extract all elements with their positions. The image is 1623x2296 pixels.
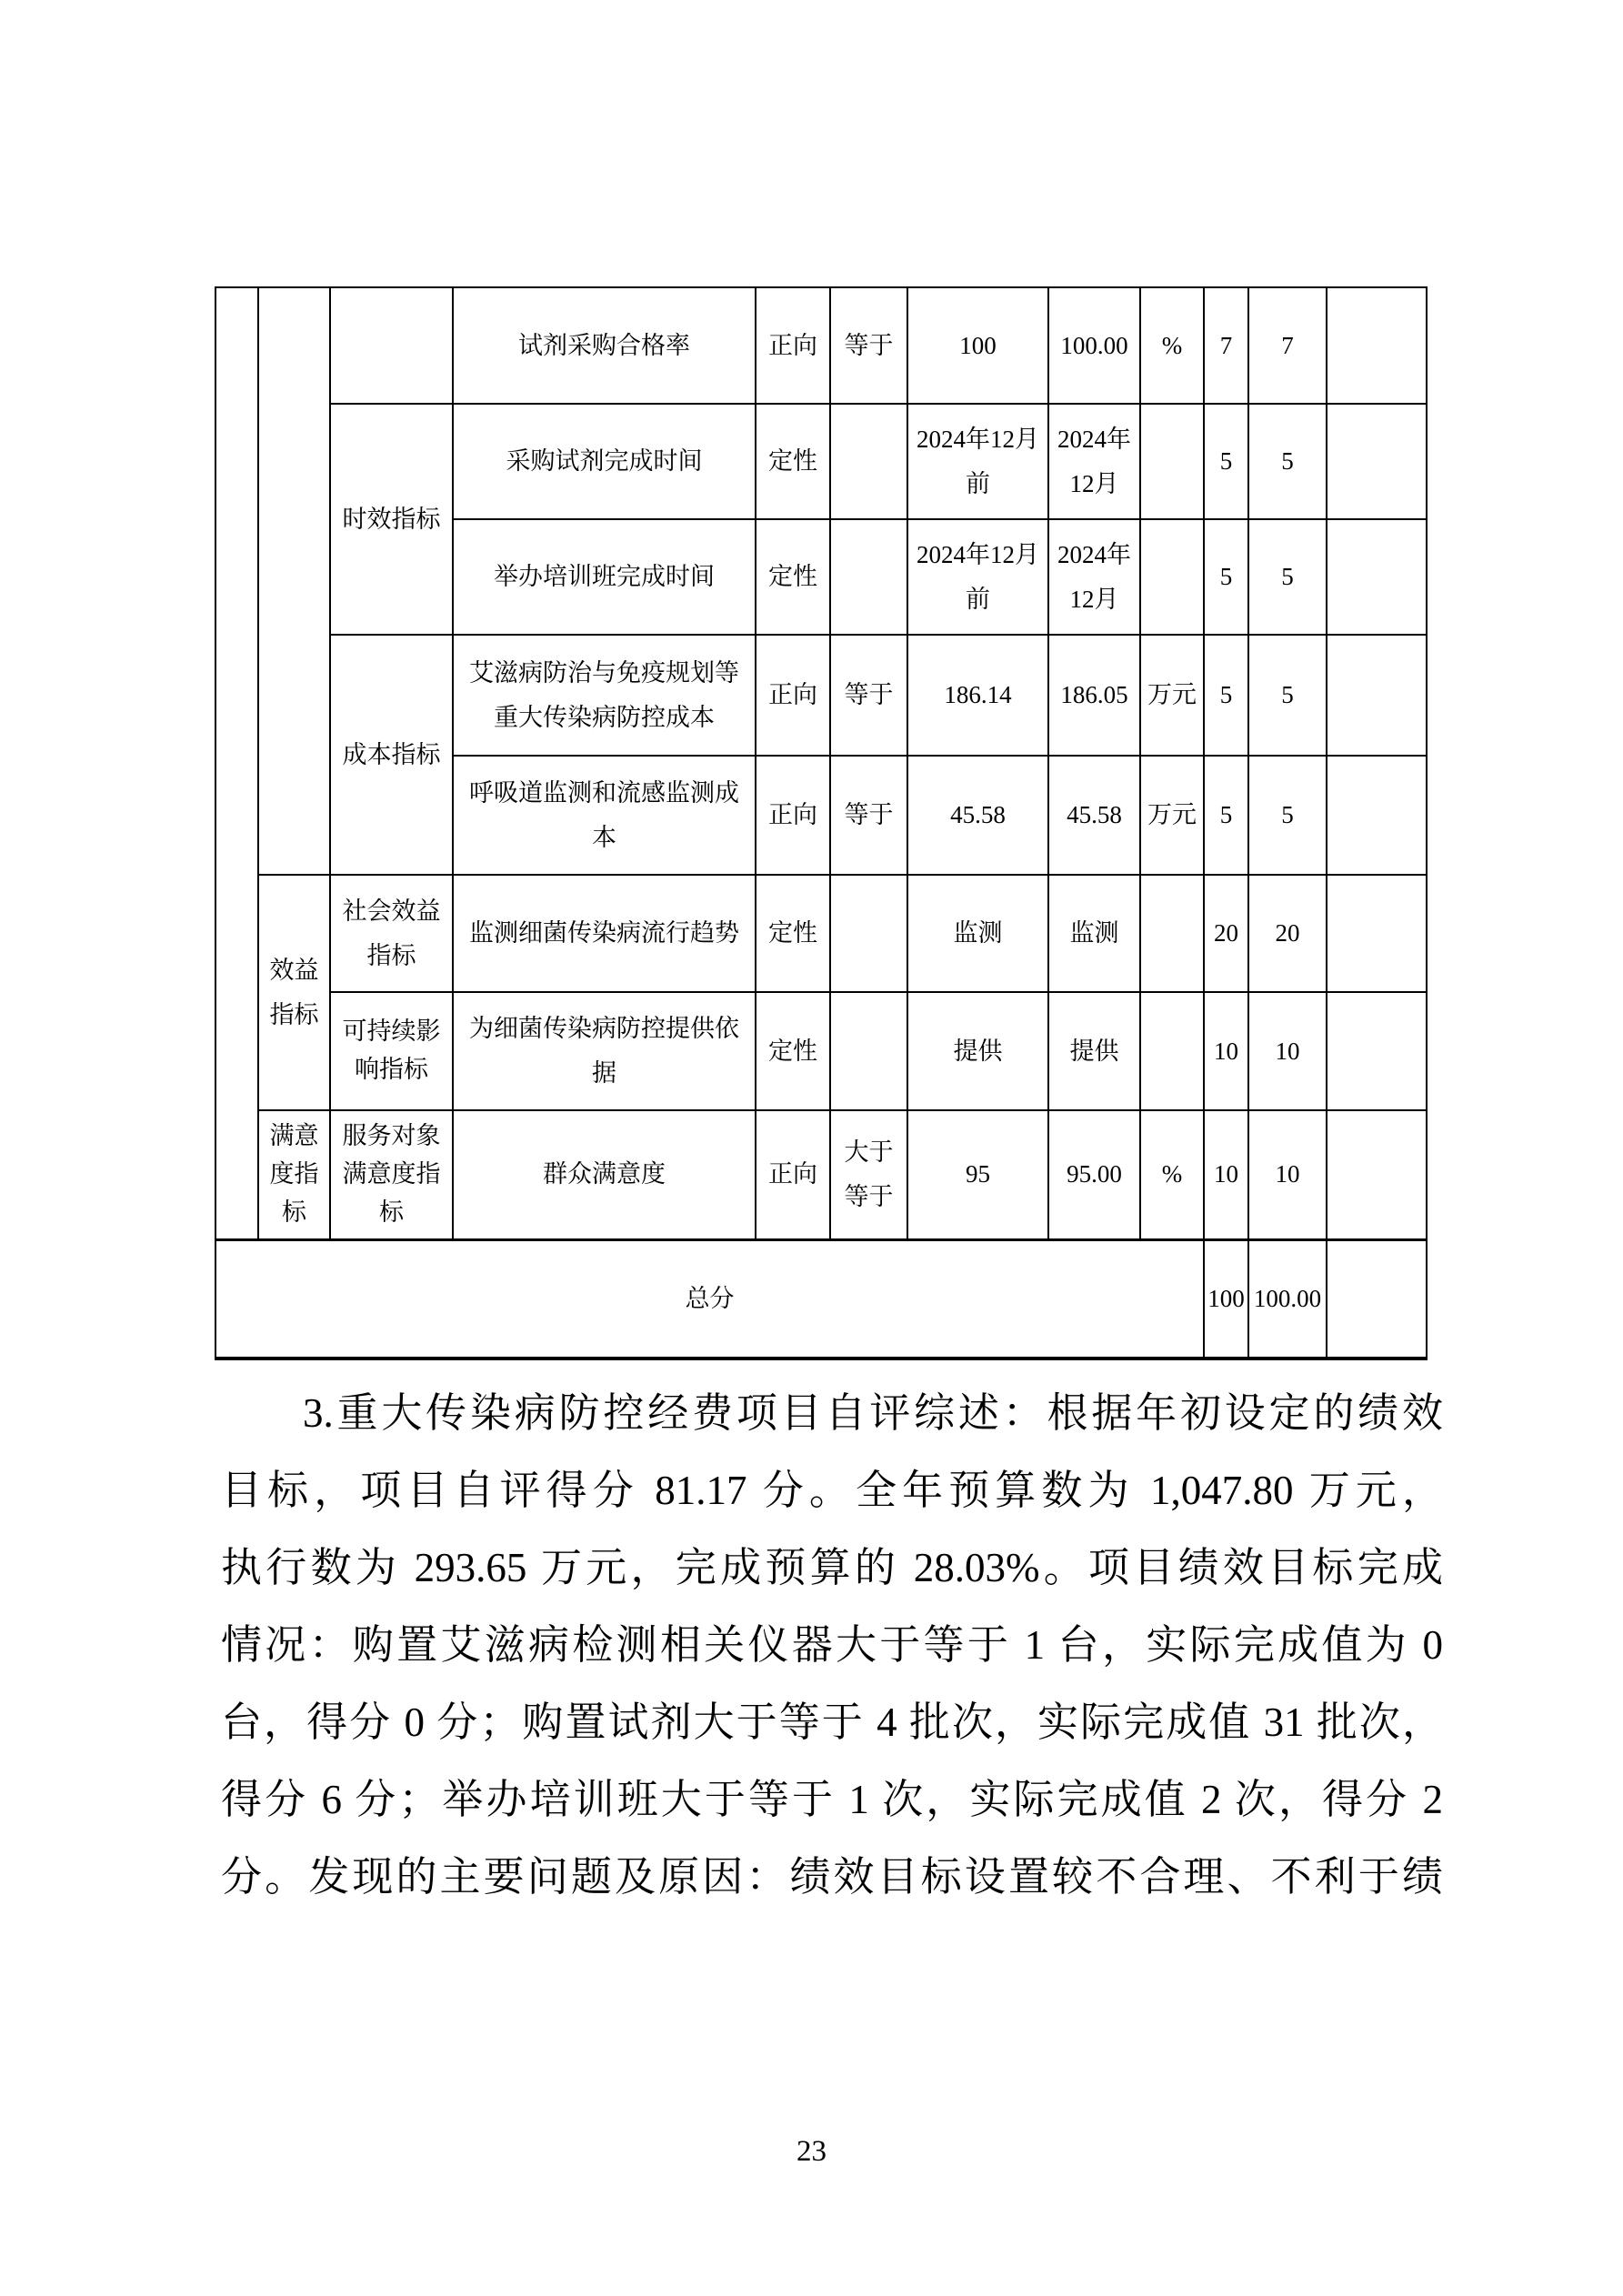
paragraph-line: 执行数为 293.65 万元，完成预算的 28.03%。项目绩效目标完成 — [221, 1545, 1443, 1590]
paragraph-line: 3.重大传染病防控经费项目自评综述：根据年初设定的绩效 — [303, 1390, 1443, 1436]
cell-nature: 正向 — [756, 287, 830, 404]
cell-third-level-indicator: 采购试剂完成时间 — [453, 404, 756, 519]
cell-deviation-remark — [1327, 1239, 1427, 1359]
self-evaluation-summary-paragraph — [221, 1375, 1443, 1916]
cell-total-score: 100.00 — [1248, 1239, 1327, 1359]
cell-points: 5 — [1204, 635, 1248, 756]
cell-deviation-remark — [1327, 635, 1427, 756]
cell-nature: 正向 — [756, 635, 830, 756]
cell-target-value: 100 — [907, 287, 1048, 404]
performance-indicator-table — [215, 286, 1428, 1360]
cell-criterion: 等于 — [830, 287, 907, 404]
cell-unit — [1140, 404, 1204, 519]
cell-points: 20 — [1204, 875, 1248, 992]
cell-criterion: 等于 — [830, 635, 907, 756]
cell-unit: % — [1140, 287, 1204, 404]
cell-second-level-indicator: 社会效益指标 — [330, 875, 453, 992]
cell-third-level-indicator: 群众满意度 — [453, 1110, 756, 1239]
cell-actual-value: 2024年12月 — [1048, 404, 1140, 519]
cell-total-points: 100 — [1204, 1239, 1248, 1359]
cell-nature: 正向 — [756, 1110, 830, 1239]
cell-actual-value: 95.00 — [1048, 1110, 1140, 1239]
cell-score: 5 — [1248, 404, 1327, 519]
table-total-row — [215, 1239, 1427, 1359]
cell-first-level-indicator: 满意度指标 — [258, 1110, 330, 1239]
paragraph-line: 得分 6 分；举办培训班大于等于 1 次，实际完成值 2 次，得分 2 — [221, 1777, 1443, 1822]
cell-target-value: 监测 — [907, 875, 1048, 992]
cell-points: 5 — [1204, 404, 1248, 519]
cell-target-value: 45.58 — [907, 756, 1048, 875]
cell-points: 5 — [1204, 756, 1248, 875]
cell-third-level-indicator: 试剂采购合格率 — [453, 287, 756, 404]
cell-outer-category-continued — [215, 287, 258, 1239]
cell-second-level-indicator: 服务对象满意度指标 — [330, 1110, 453, 1239]
table-row — [215, 1110, 1427, 1239]
cell-criterion — [830, 992, 907, 1110]
cell-criterion — [830, 404, 907, 519]
cell-deviation-remark — [1327, 1110, 1427, 1239]
cell-score: 5 — [1248, 519, 1327, 635]
cell-actual-value: 100.00 — [1048, 287, 1140, 404]
cell-actual-value: 提供 — [1048, 992, 1140, 1110]
cell-points: 10 — [1204, 1110, 1248, 1239]
cell-score: 20 — [1248, 875, 1327, 992]
table-row — [215, 992, 1427, 1110]
table-row — [215, 287, 1427, 404]
cell-score: 5 — [1248, 756, 1327, 875]
cell-target-value: 2024年12月前 — [907, 404, 1048, 519]
cell-actual-value: 186.05 — [1048, 635, 1140, 756]
cell-score: 7 — [1248, 287, 1327, 404]
cell-third-level-indicator: 呼吸道监测和流感监测成本 — [453, 756, 756, 875]
cell-points: 10 — [1204, 992, 1248, 1110]
cell-second-level-indicator: 成本指标 — [330, 635, 453, 875]
table-row — [215, 404, 1427, 519]
cell-criterion: 等于 — [830, 756, 907, 875]
cell-third-level-indicator: 举办培训班完成时间 — [453, 519, 756, 635]
cell-unit — [1140, 875, 1204, 992]
cell-nature: 正向 — [756, 756, 830, 875]
table-row — [215, 875, 1427, 992]
cell-actual-value: 监测 — [1048, 875, 1140, 992]
cell-second-level-indicator: 可持续影响指标 — [330, 992, 453, 1110]
cell-deviation-remark — [1327, 875, 1427, 992]
table-row — [215, 635, 1427, 756]
cell-criterion — [830, 875, 907, 992]
cell-third-level-indicator: 监测细菌传染病流行趋势 — [453, 875, 756, 992]
cell-third-level-indicator: 为细菌传染病防控提供依据 — [453, 992, 756, 1110]
cell-score: 5 — [1248, 635, 1327, 756]
cell-deviation-remark — [1327, 404, 1427, 519]
cell-second-level-indicator-continued — [330, 287, 453, 404]
cell-score: 10 — [1248, 992, 1327, 1110]
cell-nature: 定性 — [756, 992, 830, 1110]
cell-unit: % — [1140, 1110, 1204, 1239]
cell-total-label: 总分 — [215, 1239, 1204, 1359]
cell-unit: 万元 — [1140, 756, 1204, 875]
cell-criterion — [830, 519, 907, 635]
cell-unit: 万元 — [1140, 635, 1204, 756]
cell-second-level-indicator: 时效指标 — [330, 404, 453, 635]
cell-actual-value: 45.58 — [1048, 756, 1140, 875]
cell-target-value: 提供 — [907, 992, 1048, 1110]
cell-target-value: 2024年12月前 — [907, 519, 1048, 635]
cell-points: 5 — [1204, 519, 1248, 635]
paragraph-line: 目标，项目自评得分 81.17 分。全年预算数为 1,047.80 万元， — [221, 1468, 1443, 1513]
paragraph-line: 情况：购置艾滋病检测相关仪器大于等于 1 台，实际完成值为 0 — [221, 1622, 1443, 1668]
cell-unit — [1140, 992, 1204, 1110]
cell-points: 7 — [1204, 287, 1248, 404]
cell-deviation-remark — [1327, 519, 1427, 635]
cell-deviation-remark — [1327, 287, 1427, 404]
cell-first-level-indicator: 效益指标 — [258, 875, 330, 1110]
cell-target-value: 186.14 — [907, 635, 1048, 756]
paragraph-line: 分。发现的主要问题及原因：绩效目标设置较不合理、不利于绩 — [221, 1854, 1443, 1900]
page-number: 23 — [796, 2135, 827, 2168]
cell-third-level-indicator: 艾滋病防治与免疫规划等重大传染病防控成本 — [453, 635, 756, 756]
cell-nature: 定性 — [756, 404, 830, 519]
paragraph-line: 台，得分 0 分；购置试剂大于等于 4 批次，实际完成值 31 批次， — [221, 1699, 1443, 1745]
cell-deviation-remark — [1327, 992, 1427, 1110]
cell-nature: 定性 — [756, 875, 830, 992]
cell-score: 10 — [1248, 1110, 1327, 1239]
cell-target-value: 95 — [907, 1110, 1048, 1239]
cell-unit — [1140, 519, 1204, 635]
cell-actual-value: 2024年12月 — [1048, 519, 1140, 635]
cell-nature: 定性 — [756, 519, 830, 635]
cell-deviation-remark — [1327, 756, 1427, 875]
cell-criterion: 大于等于 — [830, 1110, 907, 1239]
cell-first-level-indicator-continued — [258, 287, 330, 875]
